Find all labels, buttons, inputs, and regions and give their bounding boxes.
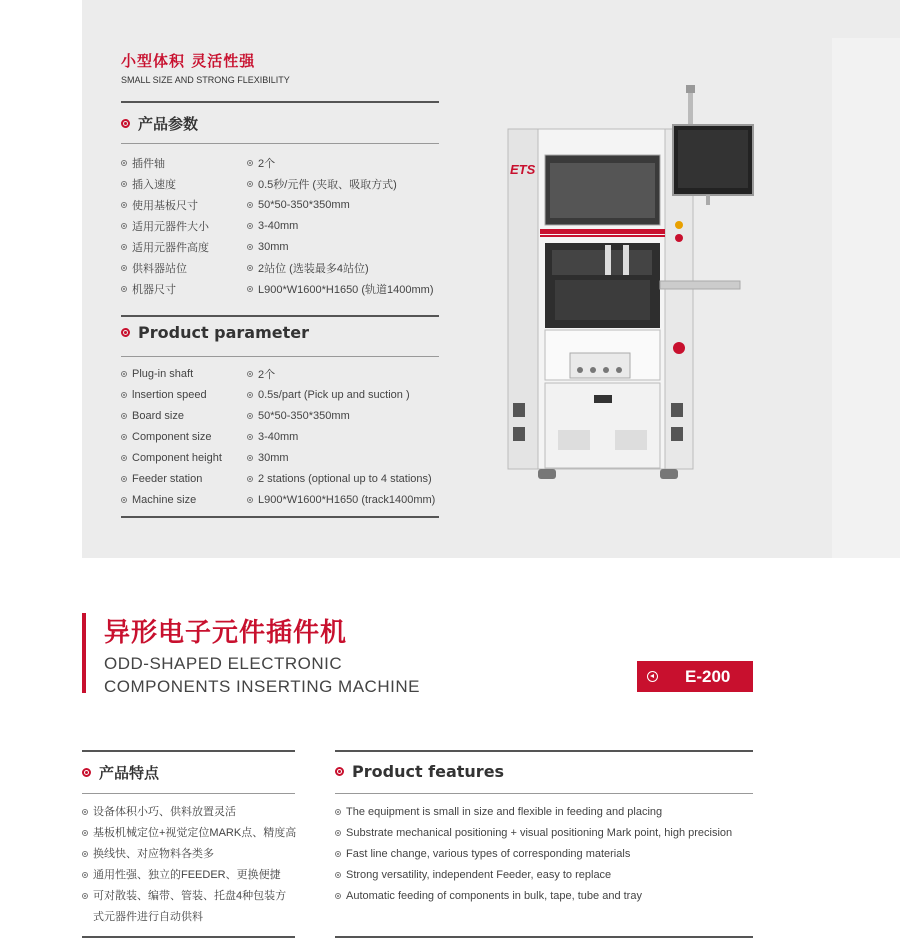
divider <box>82 750 295 752</box>
param-row <box>121 173 433 194</box>
divider <box>121 356 439 357</box>
bullet-icon <box>121 286 127 292</box>
param-key-cell <box>121 473 247 485</box>
feature-item <box>82 886 297 928</box>
bullet-icon <box>121 202 127 208</box>
bullet-icon <box>121 455 127 461</box>
param-value: 50*50-350*350mm <box>258 198 350 211</box>
bullet-icon <box>335 809 341 815</box>
feature-text: 可对散装、编带、管装、托盘4种包装方式元器件进行自动供料 <box>93 890 287 923</box>
bullet-icon <box>82 893 88 899</box>
model-number: E-200 <box>685 666 731 686</box>
param-key-cell <box>121 452 247 464</box>
features-en-list <box>335 802 765 907</box>
param-value: 30mm <box>258 240 289 253</box>
title-accent-bar <box>82 613 86 693</box>
feature-text: Fast line change, various types of corresponding materials <box>346 848 631 860</box>
features-en-heading <box>335 762 504 781</box>
feature-item <box>82 844 297 865</box>
param-key-cell <box>121 260 247 276</box>
param-row <box>121 152 433 173</box>
param-value: 30mm <box>258 451 289 464</box>
divider <box>121 315 439 317</box>
param-key: Machine size <box>132 493 197 506</box>
param-key: 供料器站位 <box>132 262 187 275</box>
param-key-cell <box>121 281 247 297</box>
param-row <box>121 363 435 384</box>
features-cn-heading <box>82 762 159 783</box>
param-value-cell <box>247 473 432 485</box>
bullet-icon <box>121 371 127 377</box>
param-row <box>121 426 435 447</box>
divider <box>121 143 439 144</box>
param-key: 使用基板尺寸 <box>132 199 198 212</box>
bullet-icon <box>121 434 127 440</box>
param-key-cell <box>121 176 247 192</box>
param-key: lnsertion speed <box>132 388 207 401</box>
param-value: L900*W1600*H1650 (轨道1400mm) <box>258 283 434 296</box>
param-key: 插入速度 <box>132 178 176 191</box>
bullet-icon <box>247 223 253 229</box>
param-value-cell <box>247 155 275 171</box>
param-key: 机器尺寸 <box>132 283 176 296</box>
param-key-cell <box>121 494 247 506</box>
bullet-icon <box>247 181 253 187</box>
bullet-icon <box>121 392 127 398</box>
param-value-cell <box>247 366 275 382</box>
bullet-icon <box>335 893 341 899</box>
bullet-icon <box>247 160 253 166</box>
params-en-table <box>121 363 435 510</box>
param-key: Board size <box>132 409 184 422</box>
param-key-cell <box>121 389 247 401</box>
param-value-cell <box>247 431 298 443</box>
bullet-icon <box>121 160 127 166</box>
divider <box>121 516 439 518</box>
param-value: 2站位 (选装最多4站位) <box>258 262 369 275</box>
feature-text: 设备体积小巧、供料放置灵活 <box>93 806 236 818</box>
param-row <box>121 489 435 510</box>
bullet-icon <box>335 851 341 857</box>
bullet-icon <box>82 809 88 815</box>
param-value: 2个 <box>258 157 276 170</box>
bullet-icon <box>121 413 127 419</box>
param-value-cell <box>247 176 397 192</box>
bullet-icon <box>247 434 253 440</box>
param-value-cell <box>247 281 433 297</box>
params-en-title: Product parameter <box>138 323 310 342</box>
param-value-cell <box>247 410 350 422</box>
bullet-icon <box>247 497 253 503</box>
bullet-icon <box>82 851 88 857</box>
param-value-cell <box>247 220 298 232</box>
feature-text: 换线快、对应物料各类多 <box>93 848 214 860</box>
params-cn-heading <box>121 113 198 134</box>
param-key-cell <box>121 239 247 255</box>
divider <box>335 793 753 794</box>
param-row <box>121 194 433 215</box>
product-title-en-line1: ODD-SHAPED ELECTRONIC <box>104 654 343 673</box>
param-value-cell <box>247 452 289 464</box>
param-key: Feeder station <box>132 472 203 485</box>
param-row <box>121 468 435 489</box>
bullet-icon <box>247 413 253 419</box>
divider <box>82 936 295 938</box>
bullet-icon <box>247 455 253 461</box>
feature-item <box>335 886 765 907</box>
feature-text: Substrate mechanical positioning + visual positioning Mark point, high precision <box>346 827 733 839</box>
play-left-icon <box>647 671 658 682</box>
tagline-en: SMALL SIZE AND STRONG FLEXIBILITY <box>121 75 290 85</box>
param-value: 0.5s/part (Pick up and suction ) <box>258 388 410 401</box>
product-title-en <box>104 652 420 698</box>
bullet-icon <box>247 476 253 482</box>
param-value-cell <box>247 494 435 506</box>
bullet-icon <box>247 371 253 377</box>
feature-item <box>335 865 765 886</box>
ring-bullet-icon <box>121 328 130 337</box>
param-value-cell <box>247 260 369 276</box>
ring-bullet-icon <box>335 767 344 776</box>
param-row <box>121 278 433 299</box>
param-key: 适用元器件高度 <box>132 241 209 254</box>
param-value: 2 stations (optional up to 4 stations) <box>258 472 432 485</box>
feature-text: 基板机械定位+视觉定位MARK点、精度高 <box>93 827 297 839</box>
bullet-icon <box>247 202 253 208</box>
feature-item <box>82 802 297 823</box>
param-key-cell <box>121 410 247 422</box>
bullet-icon <box>121 497 127 503</box>
param-key: Component height <box>132 451 222 464</box>
tagline-cn: 小型体积 灵活性强 <box>121 52 256 70</box>
machine-image <box>490 85 760 485</box>
bullet-icon <box>82 830 88 836</box>
param-row <box>121 236 433 257</box>
divider <box>82 793 295 794</box>
bullet-icon <box>247 244 253 250</box>
param-row <box>121 447 435 468</box>
divider <box>335 936 753 938</box>
param-value-cell <box>247 199 350 211</box>
ring-bullet-icon <box>82 768 91 777</box>
param-key-cell <box>121 368 247 380</box>
feature-item <box>82 823 297 844</box>
features-en-title: Product features <box>352 762 505 781</box>
param-value: 3-40mm <box>258 219 299 232</box>
param-row <box>121 405 435 426</box>
param-key-cell <box>121 431 247 443</box>
param-value: 50*50-350*350mm <box>258 409 350 422</box>
divider <box>121 101 439 103</box>
feature-item <box>82 865 297 886</box>
param-key: Component size <box>132 430 212 443</box>
param-value-cell <box>247 389 410 401</box>
bullet-icon <box>121 265 127 271</box>
param-value: 0.5秒/元件 (夹取、吸取方式) <box>258 178 397 191</box>
feature-text: 通用性强、独立的FEEDER、更换便捷 <box>93 869 281 881</box>
param-key-cell <box>121 197 247 213</box>
param-value: L900*W1600*H1650 (track1400mm) <box>258 493 436 506</box>
bullet-icon <box>121 181 127 187</box>
feature-text: Strong versatility, independent Feeder, easy to replace <box>346 869 612 881</box>
param-value-cell <box>247 241 289 253</box>
param-row <box>121 215 433 236</box>
param-row <box>121 384 435 405</box>
feature-item <box>335 844 765 865</box>
feature-item <box>335 823 765 844</box>
bullet-icon <box>247 265 253 271</box>
ring-bullet-icon <box>121 119 130 128</box>
bullet-icon <box>335 830 341 836</box>
bullet-icon <box>121 476 127 482</box>
param-key: 适用元器件大小 <box>132 220 209 233</box>
param-value: 2个 <box>258 368 276 381</box>
params-cn-table <box>121 152 433 299</box>
product-title-cn: 异形电子元件插件机 <box>104 618 348 648</box>
bullet-icon <box>247 286 253 292</box>
param-key: Plug-in shaft <box>132 367 194 380</box>
bullet-icon <box>82 872 88 878</box>
machine-logo: ETS <box>510 162 536 177</box>
model-badge <box>637 661 753 692</box>
features-cn-title: 产品特点 <box>99 764 160 782</box>
bullet-icon <box>335 872 341 878</box>
right-margin-strip-gray <box>832 38 900 558</box>
param-key-cell <box>121 155 247 171</box>
bullet-icon <box>121 244 127 250</box>
params-en-heading <box>121 323 309 342</box>
param-key: 插件轴 <box>132 157 165 170</box>
features-cn-list <box>82 802 297 928</box>
feature-text: The equipment is small in size and flexible in feeding and placing <box>346 806 663 818</box>
feature-text: Automatic feeding of components in bulk, tape, tube and tray <box>346 890 642 902</box>
product-title-en-line2: COMPONENTS INSERTING MACHINE <box>104 677 420 696</box>
feature-item <box>335 802 765 823</box>
param-row <box>121 257 433 278</box>
bullet-icon <box>247 392 253 398</box>
divider <box>335 750 753 752</box>
params-cn-title: 产品参数 <box>138 115 199 133</box>
bullet-icon <box>121 223 127 229</box>
param-value: 3-40mm <box>258 430 299 443</box>
param-key-cell <box>121 218 247 234</box>
